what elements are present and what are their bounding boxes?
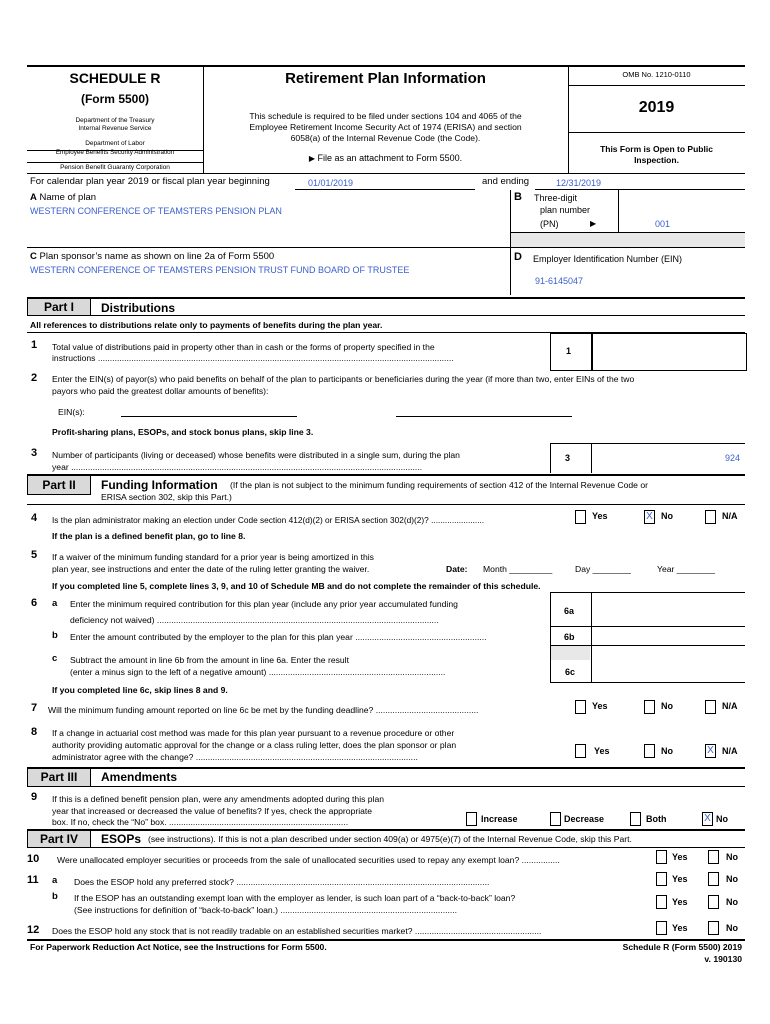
payor-ein-2-field[interactable]	[396, 416, 572, 417]
plan-number[interactable]: 001	[655, 219, 671, 229]
part1-title: Distributions	[101, 301, 175, 315]
line-2-number: 2	[31, 372, 38, 384]
waiver-year-field[interactable]: Year ________	[657, 564, 715, 574]
line-5-note: If you completed line 5, complete lines 3, 9, and 10 of Schedule MB and do not complete the remainder of this schedule.	[52, 581, 541, 591]
ein-value[interactable]: 91-6145047	[535, 276, 584, 286]
plan-year-end[interactable]: 12/31/2019	[556, 178, 602, 188]
line-7-na-label: N/A	[722, 701, 738, 711]
top-rule	[27, 65, 745, 67]
desc-line-3: 6058(a) of the Internal Revenue Code (the Code).	[290, 133, 481, 143]
line-10-no-label: No	[726, 852, 738, 862]
line-8-text-3: administrator agree with the change? .............................................................................................	[52, 752, 418, 762]
line-9-increase-checkbox[interactable]	[466, 812, 477, 826]
line-8-number: 8	[31, 726, 38, 738]
line-9-text-2: year that increased or decreased the value of benefits? If yes, check the appropriate	[52, 806, 373, 816]
line-3-box-left	[550, 443, 551, 473]
line-4-note: If the plan is a defined benefit plan, go to line 8.	[52, 531, 246, 541]
line-8-na-label: N/A	[722, 746, 738, 756]
part3-header-rule	[27, 786, 745, 787]
line-9-increase-label: Increase	[481, 814, 518, 824]
line-12-no-label: No	[726, 923, 738, 933]
part4-note: (see instructions). If this is not a plan described under section 409(a) or 4975(e)(7) of the Internal Revenue Code, skip this Part.	[148, 834, 632, 844]
line-12-yes-label: Yes	[672, 923, 688, 933]
line-9-both-label: Both	[646, 814, 667, 824]
line-4-number: 4	[31, 512, 38, 524]
line-7-no-checkbox[interactable]	[644, 700, 655, 714]
end-underline	[535, 189, 745, 190]
line-11b-yes-label: Yes	[672, 897, 688, 907]
line-9-text-1: If this is a defined benefit pension plan, were any amendments adopted during this plan	[52, 794, 385, 804]
plan-name[interactable]: WESTERN CONFERENCE OF TEAMSTERS PENSION PLAN	[30, 206, 282, 216]
part3-top-rule	[27, 767, 745, 769]
plan-year-label: For calendar plan year 2019 or fiscal plan year beginning	[30, 176, 270, 187]
header-bottom-rule	[27, 173, 745, 174]
footer-version: v. 190130	[704, 954, 742, 964]
part4-top-rule	[27, 829, 745, 831]
line-6c-amount[interactable]	[596, 660, 741, 680]
line-12-yes-checkbox[interactable]	[656, 921, 667, 935]
line-11b-letter: b	[52, 891, 58, 902]
line-6c-text-2: (enter a minus sign to the left of a negative amount) ..........................................................................	[70, 667, 446, 677]
part4-title: ESOPs	[101, 832, 142, 846]
payor-ein-1-field[interactable]	[121, 416, 297, 417]
line-5-text-1: If a waiver of the minimum funding standard for a prior year is being amortized in this	[52, 552, 374, 562]
line-7-text: Will the minimum funding amount reported on line 6c be met by the funding deadline? ...........................................	[48, 705, 479, 715]
part1-header-rule	[27, 315, 745, 316]
part2-header-rule	[27, 504, 745, 505]
part3-title: Amendments	[101, 770, 178, 784]
dept-labor-2: Employee Benefits Security Administration	[55, 149, 175, 156]
line-a-text: Name of plan	[39, 192, 97, 203]
line-1-box-label	[550, 333, 593, 371]
year-rule	[568, 132, 745, 133]
part4-header-rule	[27, 847, 745, 848]
waiver-day-field[interactable]: Day ________	[575, 564, 631, 574]
line-3-box-mid	[591, 443, 592, 473]
line-6b-text: Enter the amount contributed by the employer to the plan for this plan year .......................................................	[70, 632, 487, 642]
desc-line-2: Employee Retirement Income Security Act of 1974 (ERISA) and section	[249, 122, 522, 132]
dept-labor-1: Department of Labor	[85, 140, 145, 147]
line-c-text: Plan sponsor’s name as shown on line 2a of Form 5500	[39, 251, 275, 262]
line-7-yes-checkbox[interactable]	[575, 700, 586, 714]
attach-note	[203, 153, 568, 163]
line-6b-letter: b	[52, 630, 58, 641]
line-11a-no-checkbox[interactable]	[708, 872, 719, 886]
line-7-na-checkbox[interactable]	[705, 700, 716, 714]
form-title: Retirement Plan Information	[285, 70, 486, 87]
line-8-text-1: If a change in actuarial cost method was made for this plan year pursuant to a revenue procedure or other	[52, 728, 455, 738]
line-11b-text-1: If the ESOP has an outstanding exempt loan with the employer as lender, is such loan part of a “back-to-back” loan?	[74, 893, 516, 903]
part1-label: Part I	[27, 298, 91, 316]
pbgc: Pension Benefit Guaranty Corporation	[60, 164, 170, 171]
line-12-number: 12	[27, 924, 40, 936]
line-a-letter: A	[30, 192, 37, 203]
line-6a-text-1: Enter the minimum required contribution for this plan year (include any prior year accumulated funding	[70, 599, 458, 609]
line-2-text-1: Enter the EIN(s) of payor(s) who paid benefits on behalf of the plan to participants or beneficiaries during the year (if more than two, enter EINs of the two	[52, 374, 635, 384]
line-11b-text-2: (See instructions for definition of “back-to-back” loan.) ..........................................................................	[74, 905, 458, 915]
line-12-text: Does the ESOP hold any stock that is not readily tradable on an established securities market? .....................................................	[52, 926, 542, 936]
line-10-no-checkbox[interactable]	[708, 850, 719, 864]
line-11-number: 11	[27, 874, 39, 886]
plan-year-end-label: and ending	[482, 176, 530, 187]
line-6a-bottom	[550, 626, 745, 627]
line-7-number: 7	[31, 702, 38, 714]
line-d-letter: D	[514, 251, 522, 263]
line-3-box-number: 3	[565, 453, 571, 463]
line-11a-text: Does the ESOP hold any preferred stock? ..........................................................................................................	[74, 877, 490, 887]
line-6-box-top	[550, 592, 745, 593]
line-7-yes-label: Yes	[592, 701, 608, 711]
part2-note-1: (If the plan is not subject to the minimum funding requirements of section 412 of the Internal Revenue Code or	[230, 480, 648, 490]
line-9-number: 9	[31, 791, 38, 803]
part3-label: Part III	[27, 768, 91, 787]
pn-box-left	[618, 190, 619, 232]
line-8-no-label: No	[661, 746, 673, 756]
date-label: Date:	[446, 564, 468, 574]
line-9-decrease-checkbox[interactable]	[550, 812, 561, 826]
shaded-area-b	[511, 233, 745, 247]
desc-line-1: This schedule is required to be filed under sections 104 and 4065 of the	[249, 111, 522, 121]
line-11b-no-label: No	[726, 897, 738, 907]
dept-treasury-2: Internal Revenue Service	[78, 125, 152, 132]
line-3-text-1: Number of participants (living or deceased) whose benefits were distributed in a single sum, during the plan	[52, 450, 460, 460]
line-10-yes-checkbox[interactable]	[656, 850, 667, 864]
line-6b-box-number: 6b	[564, 632, 575, 642]
line-11a-yes-label: Yes	[672, 874, 688, 884]
shaded-area-6c	[551, 646, 590, 660]
line-b-label-3: (PN)	[540, 219, 559, 229]
line-10-number: 10	[27, 853, 40, 865]
skip-line-3-note: Profit-sharing plans, ESOPs, and stock bonus plans, skip line 3.	[52, 427, 314, 437]
dept-treasury-1: Department of the Treasury	[75, 117, 155, 124]
omb-number: OMB No. 1210-0110	[622, 70, 691, 79]
line-6c-letter: c	[52, 653, 58, 664]
line-6c-box-number: 6c	[565, 667, 576, 677]
line-3-text-2: year ...................................................................................................................................................	[52, 462, 423, 472]
line-a-label	[30, 192, 96, 203]
line-8-no-checkbox[interactable]	[644, 744, 655, 758]
part4-label: Part IV	[27, 830, 91, 848]
line-8-na-checkbox[interactable]: X	[705, 744, 716, 758]
line-1-text-2: instructions .....................................................................................................................................................	[52, 353, 454, 363]
line-9-no-checkbox[interactable]: X	[702, 812, 713, 826]
part2-title: Funding Information	[101, 478, 218, 492]
line-5-text-2: plan year, see instructions and enter the date of the ruling letter granting the waiver.	[52, 564, 370, 574]
part2-note-2: ERISA section 302, skip this Part.)	[101, 492, 232, 502]
line-8-yes-label: Yes	[594, 746, 610, 756]
line-4-text: Is the plan administrator making an election under Code section 412(d)(2) or ERISA section 302(d)(2)? .......................	[52, 515, 485, 525]
line-1-text-1: Total value of distributions paid in property other than in cash or the forms of property specified in the	[52, 342, 435, 352]
public-inspection-2: Inspection.	[634, 155, 679, 165]
line-9-text-3: box. If no, check the “No” box. ...........................................................................	[52, 817, 349, 827]
line-4-yes-label: Yes	[592, 511, 608, 521]
line-6c-bottom	[550, 682, 745, 683]
part1-intro: All references to distributions relate only to payments of benefits during the plan year.	[30, 320, 383, 330]
line-4-no-label: No	[661, 511, 673, 521]
arrow-right-icon: ▶	[308, 154, 316, 163]
line-1-amount[interactable]	[591, 333, 747, 371]
part1-top-rule	[27, 297, 745, 299]
line-9-no-label: No	[716, 814, 728, 824]
footer-form-id: Schedule R (Form 5500) 2019	[622, 942, 742, 952]
line-6-number: 6	[31, 597, 38, 609]
line-3-amount[interactable]: 924	[724, 453, 740, 463]
sponsor-name[interactable]: WESTERN CONFERENCE OF TEAMSTERS PENSION TRUST FUND BOARD OF TRUSTEE	[30, 265, 410, 275]
line-b-label-1: Three-digit	[534, 193, 578, 203]
waiver-month-field[interactable]: Month _________	[483, 564, 553, 574]
line-10-yes-label: Yes	[672, 852, 688, 862]
line-12-no-checkbox[interactable]	[708, 921, 719, 935]
line-b-label-2: plan number	[540, 205, 591, 215]
line-4-yes-checkbox[interactable]	[575, 510, 586, 524]
begin-underline	[295, 189, 475, 190]
line-6a-box-number: 6a	[564, 606, 575, 616]
line-6a-letter: a	[52, 598, 58, 609]
line-10-text: Were unallocated employer securities or proceeds from the sale of unallocated securities used to repay any exempt loan? ................	[57, 855, 560, 865]
line-3-number: 3	[31, 447, 38, 459]
line-8-text-2: authority providing automatic approval for the change or a class ruling letter, does the plan sponsor or plan	[52, 740, 457, 750]
line-4-na-checkbox[interactable]	[705, 510, 716, 524]
line-11b-no-checkbox[interactable]	[708, 895, 719, 909]
line-1-box-number: 1	[566, 346, 572, 356]
form-number: (Form 5500)	[80, 92, 150, 106]
line-6-note: If you completed line 6c, skip lines 8 and 9.	[52, 685, 228, 695]
line-6a-amount[interactable]	[596, 596, 741, 626]
ein-label: EIN(s):	[58, 407, 85, 417]
line-d-label: Employer Identification Number (EIN)	[533, 254, 683, 264]
omb-rule	[568, 85, 745, 86]
line-c-letter: C	[30, 251, 37, 262]
line-b-letter: B	[514, 191, 522, 203]
plan-year-begin[interactable]: 01/01/2019	[308, 178, 354, 188]
line-4-no-checkbox[interactable]: X	[644, 510, 655, 524]
part2-top-rule	[27, 474, 745, 476]
line-c-label	[30, 251, 274, 262]
cd-divider	[510, 247, 511, 295]
line-11b-yes-checkbox[interactable]	[656, 895, 667, 909]
line-9-both-checkbox[interactable]	[630, 812, 641, 826]
line-4-na-label: N/A	[722, 511, 738, 521]
line-8-yes-checkbox[interactable]	[575, 744, 586, 758]
line-11a-yes-checkbox[interactable]	[656, 872, 667, 886]
part2-label: Part II	[27, 475, 91, 495]
footer-paperwork-notice: For Paperwork Reduction Act Notice, see the Instructions for Form 5500.	[30, 942, 327, 952]
line-6-box-left	[550, 592, 551, 682]
line-6b-amount[interactable]	[596, 628, 741, 643]
line-6-box-mid	[591, 592, 592, 682]
tax-year: 2019	[638, 99, 675, 116]
line-2-text-2: payors who paid the greatest dollar amounts of benefits):	[52, 386, 269, 396]
arrow-right-icon: ▶	[590, 219, 597, 228]
schedule-title: SCHEDULE R	[69, 70, 161, 86]
line-7-no-label: No	[661, 701, 673, 711]
line-9-decrease-label: Decrease	[564, 814, 605, 824]
attach-text: File as an attachment to Form 5500.	[317, 153, 463, 163]
line-5-number: 5	[31, 549, 38, 561]
ab-bottom-rule	[27, 247, 745, 248]
line-1-number: 1	[31, 339, 38, 351]
pbgc-rule	[27, 162, 203, 163]
line-3-box-top	[550, 443, 745, 444]
line-11a-no-label: No	[726, 874, 738, 884]
line-6a-text-2: deficiency not waived) ......................................................................................................................	[70, 615, 439, 625]
footer-rule	[27, 939, 745, 941]
line-11a-letter: a	[52, 875, 58, 886]
public-inspection-1: This Form is Open to Public	[600, 144, 713, 154]
line-6c-text-1: Subtract the amount in line 6b from the amount in line 6a. Enter the result	[70, 655, 349, 665]
